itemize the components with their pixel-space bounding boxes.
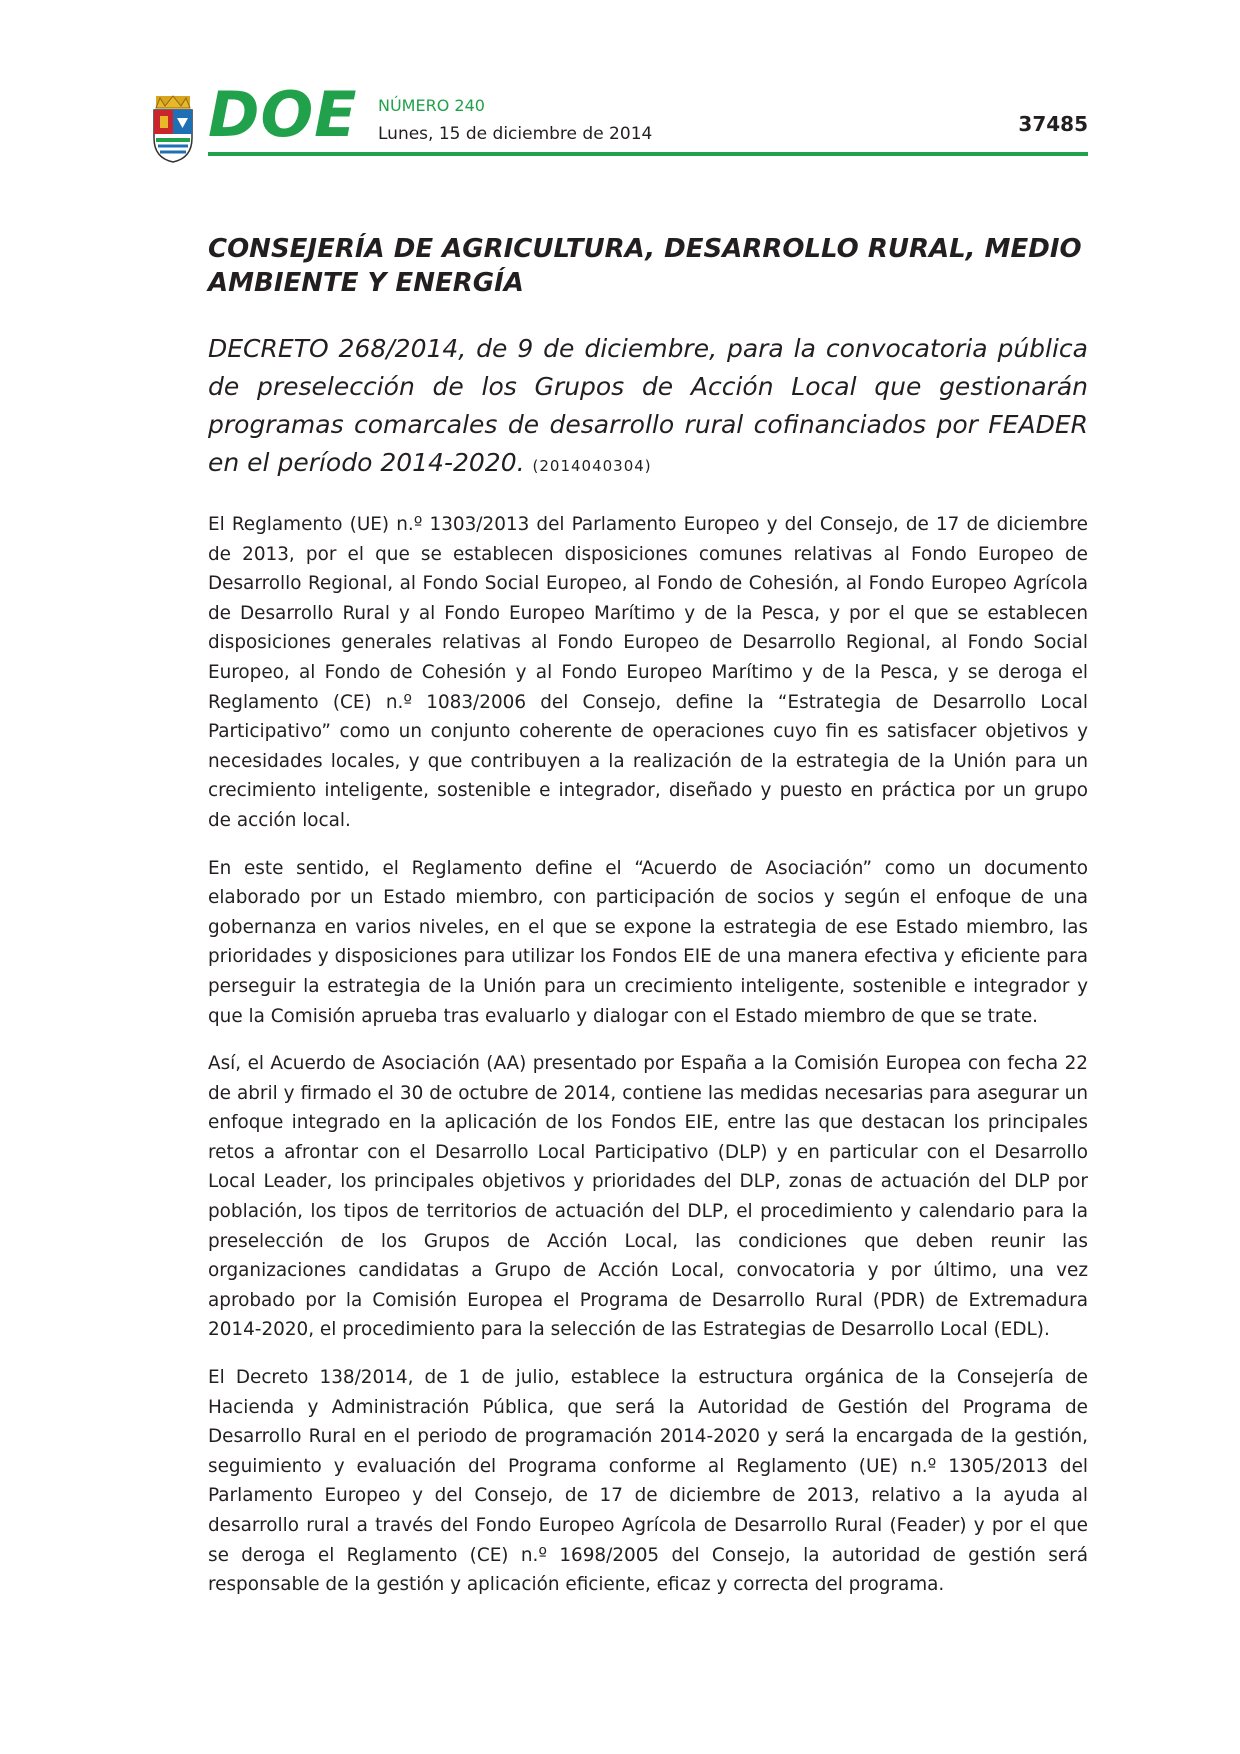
paragraph: Así, el Acuerdo de Asociación (AA) presentado por España a la Comisión Europea con fecha 22 de abril y firmado el 30 de octubre de 2014, contiene las medidas necesarias para asegurar un enfoque integrado en la aplicación de los Fondos EIE, entre las que destacan los principales retos a afrontar con el Desarrollo Local Participativo (DLP) y en particular con el Desarrollo Local Leader, los principales objetivos y prioridades del DLP, zonas de actuación del DLP por población, los tipos de territorios de actuación del DLP, el procedimiento y calendario para la preselección de los Grupos de Acción Local, las condiciones que deben reunir las organizaciones candidatas a Grupo de Acción Local, convocatoria y por último, una vez aprobado por la Comisión Europea el Programa de Desarrollo Rural (PDR) de Extremadura 2014-2020, el procedimiento para la selección de las Estrategias de Desarrollo Local (EDL). [208, 1053, 1088, 1341]
issue-date: Lunes, 15 de diciembre de 2014 [378, 124, 653, 144]
doe-logo: DOE [208, 78, 358, 151]
paragraph: El Reglamento (UE) n.º 1303/2013 del Parlamento Europeo y del Consejo, de 17 de diciembre de 2013, por el que se establecen disposiciones comunes relativas al Fondo Europeo de Desarrollo Regional, al Fondo Social Europeo, al Fondo de Cohesión, al Fondo Europeo Agrícola de Desarrollo Rural y al Fondo Europeo Marítimo y de la Pesca, y por el que se establecen disposiciones generales relativas al Fondo Europeo de Desarrollo Regional, al Fondo Social Europeo, al Fondo de Cohesión y al Fondo Europeo Marítimo y de la Pesca, y se deroga el Reglamento (CE) n.º 1083/2006 del Consejo, define la “Estrategia de Desarrollo Local Participativo” como un conjunto coherente de operaciones cuyo fin es satisfacer objetivos y necesidades locales, y que contribuyen a la realización de la estrategia de la Unión para un crecimiento inteligente, sostenible e integrador, diseñado y puesto en práctica por un grupo de acción local. [208, 514, 1088, 831]
decree-code: (2014040304) [532, 457, 652, 475]
ministry-heading: CONSEJERÍA DE AGRICULTURA, DESARROLLO RURAL, MEDIO AMBIENTE Y ENERGÍA [208, 234, 1082, 298]
body-text [208, 510, 1088, 1618]
decree-title-text: DECRETO 268/2014, de 9 de diciembre, para la convocatoria pública de preselección de los Grupos de Acción Local que gestionarán programas comarcales de desarrollo rural cofinanciados por FEADER en el período 2014-2020. [208, 334, 1088, 477]
paragraph: En este sentido, el Reglamento define el “Acuerdo de Asociación” como un documento elaborado por un Estado miembro, con participación de socios y según el enfoque de una gobernanza en varios niveles, en el que se expone la estrategia de ese Estado miembro, las prioridades y disposiciones para utilizar los Fondos EIE de una manera efectiva y eficiente para perseguir la estrategia de la Unión para un crecimiento inteligente, sostenible e integrador y que la Comisión aprueba tras evaluarlo y dialogar con el Estado miembro de que se trate. [208, 857, 1088, 1027]
decree-title [208, 330, 1088, 485]
page-number: 37485 [1018, 112, 1088, 136]
header-divider [208, 152, 1088, 156]
coat-of-arms-icon [150, 94, 196, 164]
paragraph: El Decreto 138/2014, de 1 de julio, establece la estructura orgánica de la Consejería de Hacienda y Administración Pública, que será la Autoridad de Gestión del Programa de Desarrollo Rural en el periodo de programación 2014-2020 y será la encargada de la gestión, seguimiento y evaluación del Programa conforme al Reglamento (UE) n.º 1305/2013 del Parlamento Europeo y del Consejo, de 17 de diciembre de 2013, relativo a la ayuda al desarrollo rural a través del Fondo Europeo Agrícola de Desarrollo Rural (Feader) y por el que se deroga el Reglamento (CE) n.º 1698/2005 del Consejo, la autoridad de gestión será responsable de la gestión y aplicación eficiente, eficaz y correcta del programa. [208, 1367, 1088, 1596]
issue-number: NÚMERO 240 [378, 96, 485, 115]
